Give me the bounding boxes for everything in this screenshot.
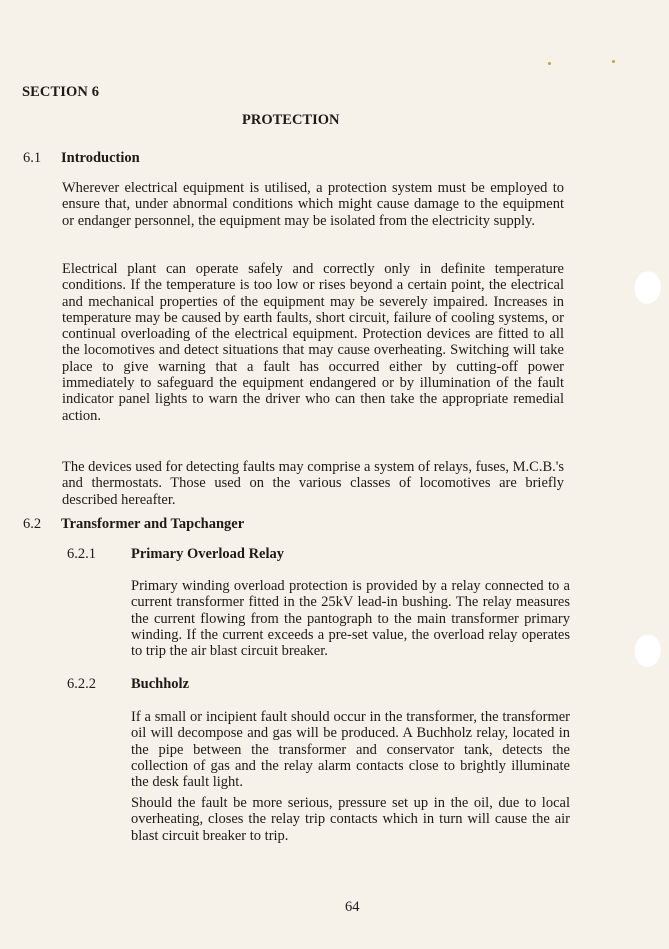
paper-speck — [612, 60, 615, 63]
buchholz-paragraph-1: If a small or incipient fault should occur in the transformer, the transformer oil will decompose and gas will be produced. A Buchholz relay, located in the pipe between the transformer and conservator tank, detects the collection of gas and the relay alarm contacts close to brightly illuminate the desk fault light. — [131, 709, 570, 791]
page-title: PROTECTION — [242, 112, 340, 128]
heading-label: Primary Overload Relay — [131, 546, 285, 562]
heading-buchholz — [67, 676, 189, 693]
heading-introduction — [23, 150, 140, 167]
intro-paragraph-2: Electrical plant can operate safely and correctly only in definite temperature conditions. If the temperature is too low or rises beyond a certain point, the electrical and mechanical properties of the equipment may be severely impaired. Increases in temperature may be caused by earth faults, short circuit, failure of cooling systems, or continual overloading of the electrical equipment. Protection devices are fitted to all the locomotives and detect situations that may cause overheating. Switching will take place to give warning that a fault has occurred either by cutting-off power immediately to safeguard the equipment endangered or by illumination of the fault indicator panel lights to warn the driver who can then take the appropriate remedial action. — [62, 261, 564, 424]
punch-hole-upper — [633, 270, 661, 304]
heading-label: Buchholz — [131, 676, 190, 692]
heading-primary-overload-relay — [67, 546, 284, 563]
punch-hole-lower — [633, 633, 661, 667]
heading-label: Introduction — [61, 150, 140, 166]
page-number: 64 — [345, 899, 360, 915]
overload-relay-paragraph: Primary winding overload protection is provided by a relay connected to a current transformer fitted in the 25kV lead-in bushing. The relay measures the current flowing from the pantograph to the main transformer primary winding. If the current exceeds a pre-set value, the overload relay operates to trip the air blast circuit breaker. — [131, 578, 570, 660]
heading-transformer — [23, 516, 244, 533]
paper-speck — [548, 62, 551, 65]
heading-number: 6.2 — [23, 516, 42, 532]
heading-number: 6.2.1 — [67, 546, 96, 562]
heading-number: 6.1 — [23, 150, 42, 166]
heading-label: Transformer and Tapchanger — [61, 516, 245, 532]
intro-paragraph-1: Wherever electrical equipment is utilised, a protection system must be employed to ensure that, under abnormal conditions which might cause damage to the equipment or endanger personnel, the equipment may be isolated from the electricity supply. — [62, 180, 564, 229]
buchholz-paragraph-2: Should the fault be more serious, pressure set up in the oil, due to local overheating, closes the relay trip contacts which in turn will cause the air blast circuit breaker to trip. — [131, 795, 570, 844]
intro-paragraph-3: The devices used for detecting faults may comprise a system of relays, fuses, M.C.B.'s and thermostats. Those used on the various classes of locomotives are briefly described hereafter. — [62, 459, 564, 508]
heading-number: 6.2.2 — [67, 676, 96, 692]
section-label: SECTION 6 — [22, 84, 100, 100]
